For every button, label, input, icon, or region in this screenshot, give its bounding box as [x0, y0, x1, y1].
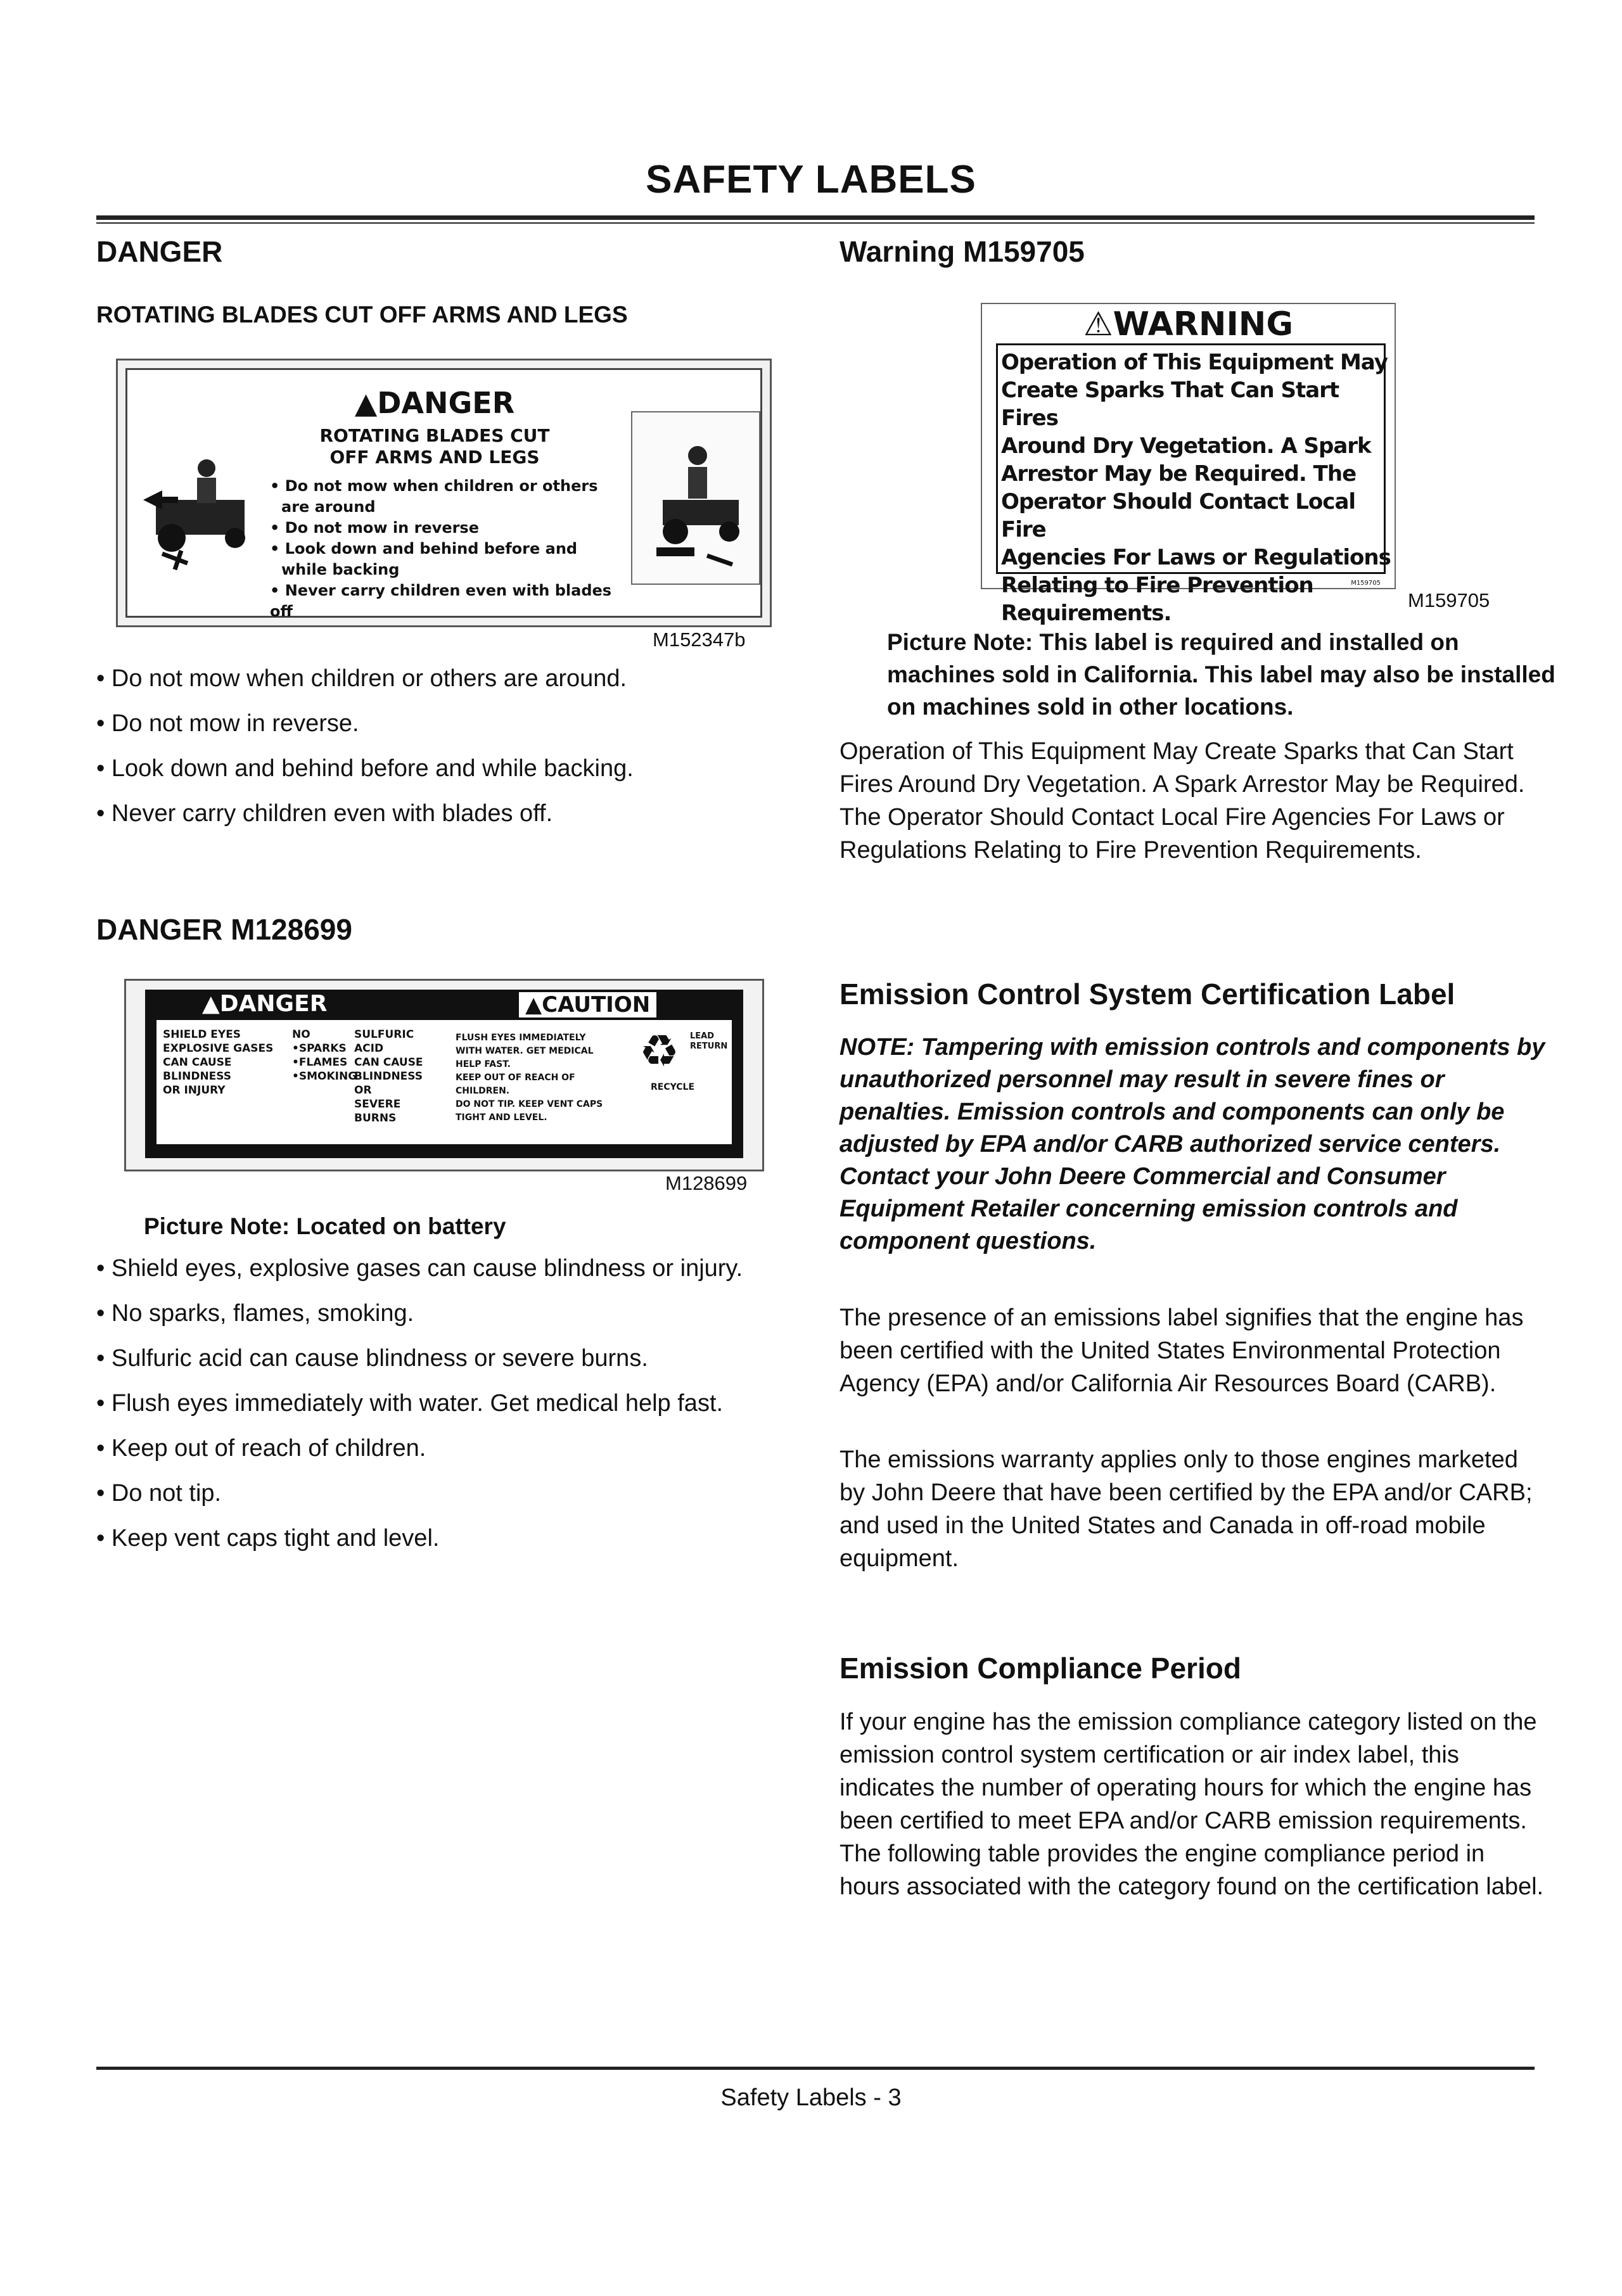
danger-label-item: while backing: [281, 561, 400, 578]
list-item: • Do not tip.: [96, 1477, 800, 1510]
danger-label-item: • Never carry children even with blades off: [270, 582, 612, 620]
list-item: • No sparks, flames, smoking.: [96, 1298, 800, 1330]
page-title: SAFETY LABELS: [646, 158, 976, 201]
rider-warning-icon: [637, 430, 758, 570]
emission-note: NOTE: Tampering with emission controls and components by unauthorized personnel may result in severe fines or penalties. Emission controls and components can only be adjusted by EPA and/or CARB authorized service centers. Contact your John Deere Commercial and Consumer Equipment Retailer concerning emission controls and component questions.: [840, 1034, 1545, 1254]
danger-bullet-list: [96, 663, 793, 843]
danger-heading: DANGER: [96, 235, 223, 268]
warning-label-line: Arrestor May be Required. The: [1001, 461, 1357, 487]
danger-label-item: are around: [281, 498, 376, 516]
figure-caption: M128699: [665, 1172, 748, 1194]
compliance-heading: Emission Compliance Period: [840, 1652, 1241, 1685]
compliance-paragraph: If your engine has the emission compliance category listed on the emission control system certification or air index label, this indicates the number of operating hours for which the engine has been certified to meet EPA and/or CARB emission requirements. The following table provides the engine compliance period in hours associated with the category found on the certification label.: [840, 1709, 1544, 1900]
list-item: • Do not mow in reverse.: [96, 708, 793, 740]
battery-label-caution-header: ▲CAUTION: [519, 992, 656, 1017]
warning-heading: Warning M159705: [840, 235, 1085, 268]
danger-m128699-heading: DANGER M128699: [96, 913, 352, 946]
battery-bullet-list: [96, 1253, 800, 1567]
danger-label-item: • Do not mow in reverse: [270, 519, 479, 537]
list-item: • Keep out of reach of children.: [96, 1432, 800, 1465]
recycle-label: RECYCLE: [651, 1082, 695, 1092]
battery-label-danger-header: ▲DANGER: [202, 991, 328, 1017]
danger-label-header: ▲DANGER: [354, 386, 515, 420]
list-item: • Keep vent caps tight and level.: [96, 1522, 800, 1555]
warning-label-line: Operation of This Equipment May: [1001, 350, 1388, 375]
warning-label-line: Operator Should Contact Local Fire: [1001, 489, 1356, 542]
list-item: • Shield eyes, explosive gases can cause blindness or injury.: [96, 1253, 800, 1285]
list-item: • Never carry children even with blades off.: [96, 798, 793, 830]
warning-label-line: Requirements.: [1001, 601, 1172, 626]
mower-warning-icon: [137, 427, 264, 573]
battery-label-graphic-m128699: ▲DANGER ▲CAUTION SHIELD EYES EXPLOSIVE GASES CAN CAUSE BLINDNESS OR INJURY NO •SPARKS •FLAMES •SMOKING SULFURIC ACID CAN CAUSE BLINDNESS OR SEVERE BURNS FLUSH EYES IMMEDIATELY WITH WATER. GET MEDICAL HELP FAST. KEEP OUT OF REACH OF CHILDREN. DO NOT TIP. KEEP VENT CAPS TIGHT AND LEVEL. ♻ RECYCLE LEAD RETURN: [124, 979, 764, 1171]
picture-note: Picture Note: Located on battery: [144, 1213, 506, 1239]
list-item: • Do not mow when children or others are around.: [96, 663, 793, 695]
warning-label-line: Create Sparks That Can Start Fires: [1001, 378, 1339, 431]
warning-label-code: M159705: [1351, 580, 1381, 587]
warning-label-line: Around Dry Vegetation. A Spark: [1001, 433, 1371, 459]
warning-label-header: ⚠︎WARNING: [1083, 305, 1293, 343]
warning-label-line: Agencies For Laws or Regulations: [1001, 545, 1391, 570]
emission-paragraph: The presence of an emissions label signifies that the engine has been certified with the United States Environmental Protection Agency (EPA) and/or California Air Resources Board (CARB).: [840, 1304, 1524, 1397]
warning-label-graphic-m159705: [981, 303, 1396, 626]
list-item: • Look down and behind before and while backing.: [96, 753, 793, 785]
title-rule-thin: [96, 222, 1535, 224]
danger-label-item: • Look down and behind before and: [270, 540, 578, 558]
emission-paragraph: The emissions warranty applies only to those engines marketed by John Deere that have been certified by the EPA and/or CARB; and used in the United States and Canada in off-road mobile equipment.: [840, 1446, 1533, 1572]
emission-cert-heading: Emission Control System Certification Label: [840, 978, 1455, 1011]
picture-note: Picture Note: This label is required and installed on machines sold in California. This label may also be installed on machines sold in other locations.: [887, 629, 1555, 720]
danger-label-graphic-m152347b: [116, 359, 772, 627]
warning-label-line: Relating to Fire Prevention: [1001, 573, 1313, 598]
lead-return-label: LEAD RETURN: [690, 1031, 728, 1051]
danger-label-title-line: OFF ARMS AND LEGS: [329, 447, 540, 468]
recycle-icon: ♻: [639, 1026, 679, 1076]
danger-subheading: ROTATING BLADES CUT OFF ARMS AND LEGS: [96, 302, 628, 328]
figure-caption: M159705: [1408, 589, 1490, 611]
figure-caption: M152347b: [653, 628, 746, 651]
page-footer: Safety Labels - 3: [720, 2084, 902, 2111]
danger-label-item: • Do not mow when children or others: [270, 477, 598, 495]
danger-label-title-line: ROTATING BLADES CUT: [319, 425, 550, 446]
list-item: • Flush eyes immediately with water. Get medical help fast.: [96, 1387, 800, 1420]
title-rule: [96, 215, 1535, 220]
warning-body-text: Operation of This Equipment May Create Sparks that Can Start Fires Around Dry Vegetation. A Spark Arrestor May be Required. The Operator Should Contact Local Fire Agencies For Laws or Regulations Relating to Fire Prevention Requirements.: [840, 738, 1525, 864]
list-item: • Sulfuric acid can cause blindness or severe burns.: [96, 1343, 800, 1375]
footer-rule: [96, 2067, 1535, 2070]
